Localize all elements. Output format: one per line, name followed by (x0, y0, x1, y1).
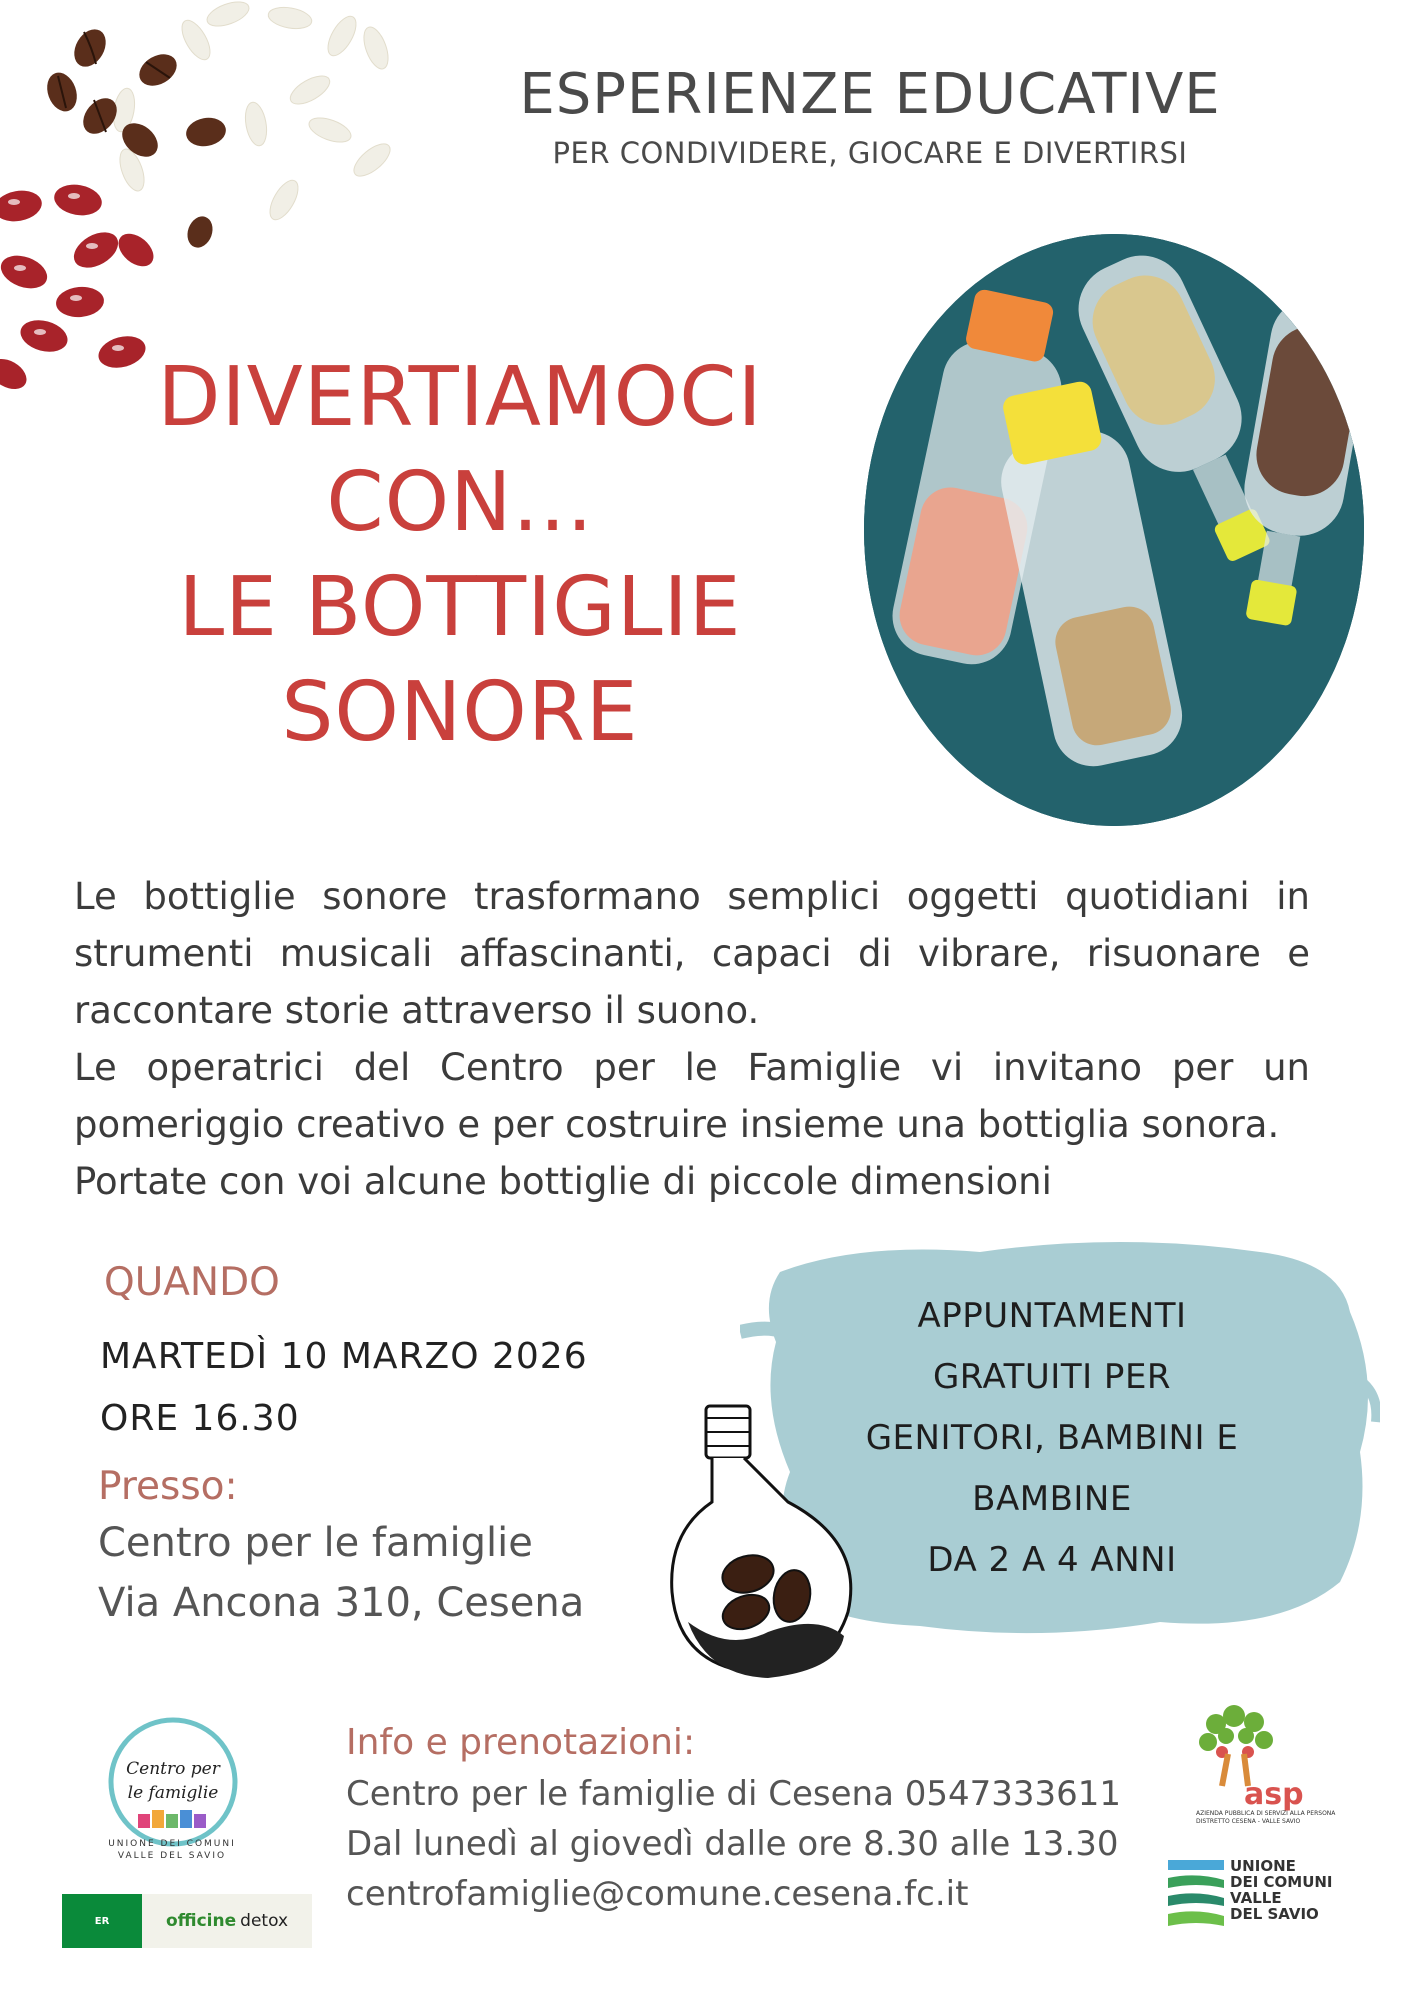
asp-logo (1164, 1700, 1344, 1820)
where-label: Presso: (98, 1464, 238, 1509)
header-subtitle: PER CONDIVIDERE, GIOCARE E DIVERTIRSI (552, 136, 1188, 170)
unione-line-1: UNIONE (1230, 1857, 1296, 1875)
info-phone: Centro per le famiglie di Cesena 0547333611 (346, 1774, 1122, 1814)
main-title-line-1: DIVERTIAMOCI (157, 350, 763, 445)
main-title-line-4: SONORE (281, 665, 639, 760)
asp-caption (1196, 1810, 1356, 1826)
centro-logo-text-2: le famiglie (127, 1783, 219, 1803)
appointments-line-5: DA 2 A 4 ANNI (927, 1540, 1177, 1580)
main-title (100, 345, 820, 765)
centro-caption (82, 1838, 262, 1862)
centro-caption-1: UNIONE DEI COMUNI (108, 1839, 236, 1849)
venue-name: Centro per le famiglie (98, 1520, 533, 1566)
appointments-line-1: APPUNTAMENTI (917, 1296, 1187, 1336)
event-date: MARTEDÌ 10 MARZO 2026 (100, 1336, 588, 1377)
asp-caption-2: DISTRETTO CESENA - VALLE SAVIO (1196, 1818, 1301, 1825)
officine-word: detox (240, 1911, 289, 1931)
appointments-text (822, 1286, 1282, 1591)
appointments-line-3: GENITORI, BAMBINI E (865, 1418, 1239, 1458)
appointments-line-4: BAMBINE (972, 1479, 1132, 1519)
coffee-jar-illustration (668, 1392, 868, 1692)
centro-logo-text-1: Centro per (126, 1759, 220, 1779)
unione-line-2: DEI COMUNI (1230, 1873, 1333, 1891)
officine-brand: officine (165, 1911, 237, 1931)
description (74, 868, 1310, 1210)
bottles-photo (864, 234, 1364, 826)
info-hours: Dal lunedì al giovedì dalle ore 8.30 alle 13.30 (346, 1824, 1119, 1864)
info-label: Info e prenotazioni: (346, 1722, 696, 1763)
unione-text (1230, 1858, 1333, 1922)
officine-detox-logo (62, 1894, 312, 1948)
when-label: QUANDO (104, 1260, 280, 1305)
appointments-line-2: GRATUITI PER (932, 1357, 1172, 1397)
description-paragraph-2: Le operatrici del Centro per le Famiglie vi invitano per un pomeriggio creativo e per costruire insieme una bottiglia sonora. (74, 1046, 1310, 1146)
unione-line-3: VALLE (1230, 1889, 1282, 1907)
decorative-seeds (0, 0, 420, 400)
description-paragraph-3: Portate con voi alcune bottiglie di piccole dimensioni (74, 1160, 1052, 1203)
info-email: centrofamiglie@comune.cesena.fc.it (346, 1874, 969, 1914)
description-paragraph-1: Le bottiglie sonore trasformano semplici oggetti quotidiani in strumenti musicali affascinanti, capaci di vibrare, risuonare e raccontare storie attraverso il suono. (74, 875, 1310, 1032)
venue-address: Via Ancona 310, Cesena (98, 1580, 585, 1626)
asp-wordmark: asp (1244, 1777, 1304, 1812)
unione-line-4: DEL SAVIO (1230, 1905, 1319, 1923)
centro-caption-2: VALLE DEL SAVIO (117, 1851, 227, 1861)
main-title-line-3: LE BOTTIGLIE (178, 560, 742, 655)
asp-caption-1: AZIENDA PUBBLICA DI SERVIZI ALLA PERSONA (1196, 1810, 1336, 1817)
event-time: ORE 16.30 (100, 1398, 300, 1439)
main-title-line-2: CON... (326, 455, 594, 550)
regione-er-mark: ER (62, 1894, 142, 1948)
header-title: ESPERIENZE EDUCATIVE (519, 62, 1221, 127)
